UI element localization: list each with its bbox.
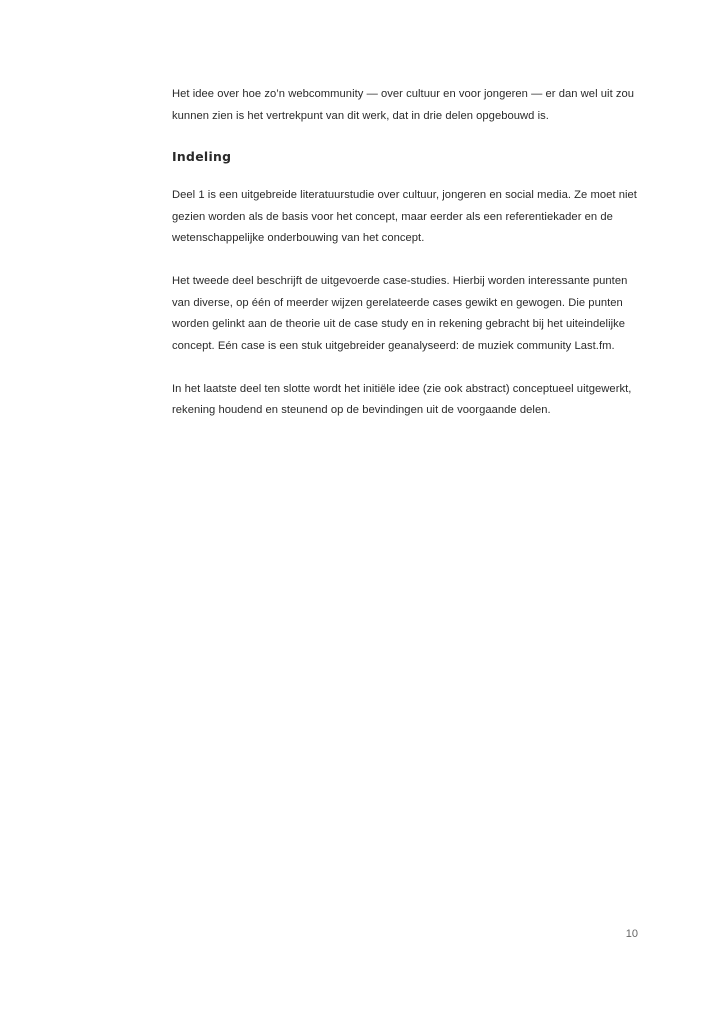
paragraph-deel-3: In het laatste deel ten slotte wordt het initiële idee (zie ook abstract) conceptueel uitgewerkt, rekening houdend en steunend op de bevindingen uit de voorgaande delen.: [172, 382, 632, 416]
page-content: [172, 84, 646, 443]
section-heading: Indeling: [172, 149, 232, 164]
intro-paragraph: Het idee over hoe zo’n webcommunity — over cultuur en voor jongeren — er dan wel uit zou kunnen zien is het vertrekpunt van dit werk, dat in drie delen opgebouwd is.: [172, 88, 635, 122]
paragraph-deel-2: Het tweede deel beschrijft de uitgevoerde case-studies. Hierbij worden interessante punten van diverse, op één of meerder wijzen gerelateerde cases gewikt en gewogen. Die punten worden gelinkt aan de theorie uit de case study en in rekening gebracht bij het uiteindelijke concept. Eén case is een stuk uitgebreider geanalyseerd: de muziek community Last.fm.: [172, 275, 628, 352]
page-number: 10: [625, 928, 638, 940]
paragraph-deel-1: Deel 1 is een uitgebreide literatuurstudie over cultuur, jongeren en social media. Ze moet niet gezien worden als de basis voor het concept, maar eerder als een referentiekader en de wetenschappelijke onderbouwing van het concept.: [172, 189, 637, 244]
